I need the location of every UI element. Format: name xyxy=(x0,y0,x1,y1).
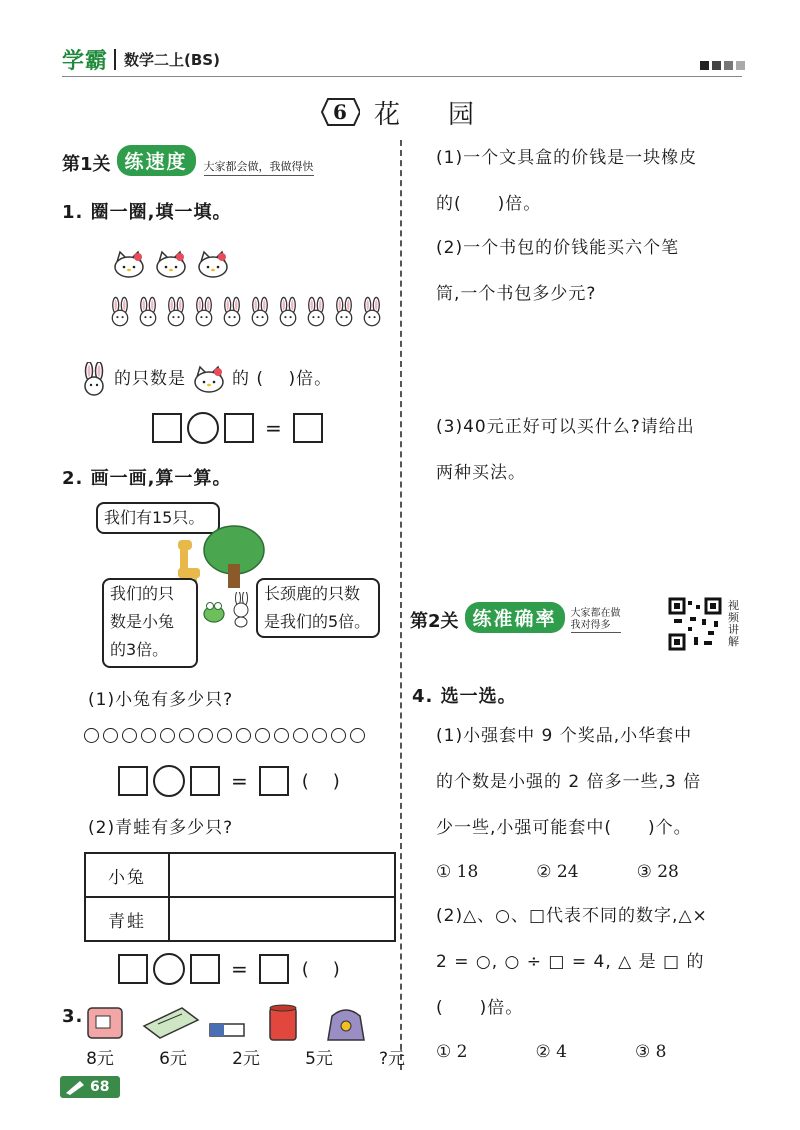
answer-box[interactable] xyxy=(152,413,182,443)
q3-sub3-line: 两种买法。 xyxy=(436,463,526,483)
q4-sub1-line: 的个数是小强的 2 倍多一些,3 倍 xyxy=(436,772,702,792)
drawing-circle[interactable] xyxy=(274,728,289,743)
book-title: 数学二上(BS) xyxy=(114,49,220,70)
kitty-row xyxy=(112,250,230,282)
equals-sign: = xyxy=(231,769,248,793)
qr-label-char: 讲 xyxy=(728,623,739,636)
drawing-circle[interactable] xyxy=(350,728,365,743)
header-brand xyxy=(62,44,220,74)
q1-sentence-b: 的 ( )倍。 xyxy=(232,369,333,389)
pencil-icon xyxy=(64,1079,86,1095)
drawing-circle[interactable] xyxy=(103,728,118,743)
q4-sub1-line: (1)小强套中 9 个奖品,小华套中 xyxy=(436,726,693,746)
q2-sub1: (1)小兔有多少只? xyxy=(88,690,234,710)
operator-circle[interactable] xyxy=(187,412,219,444)
bubble-frogs-line: 数是小兔 xyxy=(110,612,175,631)
page-number: 68 xyxy=(90,1079,110,1095)
kitty-icon xyxy=(196,250,230,282)
level2-pill: 练准确率 xyxy=(465,602,565,633)
q2-equation-1 xyxy=(118,765,364,797)
lesson-number: 6 xyxy=(333,100,347,124)
header-square xyxy=(724,61,733,70)
option-choice[interactable]: ② 24 xyxy=(536,862,579,882)
answer-box[interactable] xyxy=(259,766,289,796)
bunny-icon xyxy=(80,362,108,396)
answer-box[interactable] xyxy=(118,766,148,796)
pencil-sharpener-icon xyxy=(88,1008,122,1038)
header-square xyxy=(736,61,745,70)
drawing-circle[interactable] xyxy=(217,728,232,743)
lesson-title: 花园 xyxy=(374,99,523,130)
level1-tag: 第1关 xyxy=(62,154,111,175)
price-pencil-box: 6元 xyxy=(159,1049,187,1069)
bunny-icon xyxy=(332,295,356,333)
bunny-row xyxy=(108,295,384,333)
answer-box[interactable] xyxy=(190,766,220,796)
level1-banner xyxy=(62,145,314,176)
q4-sub1-line: 少一些,小强可能套中( )个。 xyxy=(436,818,692,838)
bubble-rabbits-line: 长颈鹿的只数 xyxy=(264,584,361,603)
bunny-icon xyxy=(220,295,244,333)
drawing-circle[interactable] xyxy=(331,728,346,743)
header-rule xyxy=(62,76,742,77)
q3-sub3-line: (3)40元正好可以买什么?请给出 xyxy=(436,417,695,437)
q3-sub1-line: (1)一个文具盒的价钱是一块橡皮 xyxy=(436,148,698,168)
table-row xyxy=(85,853,395,897)
price-row xyxy=(70,1044,422,1069)
column-divider xyxy=(400,140,402,1070)
operator-circle[interactable] xyxy=(153,765,185,797)
lesson-title-bar xyxy=(320,92,522,132)
option-choice[interactable]: ③ 28 xyxy=(636,862,679,882)
q4-sub2-line: 2 = ○, ○ ÷ □ = 4, △ 是 □ 的 xyxy=(436,952,705,972)
bubble-frogs-line: 的3倍。 xyxy=(110,640,169,659)
bunny-icon xyxy=(136,295,160,333)
q2-title: 2. 画一画,算一算。 xyxy=(62,468,232,489)
q3-sub2-line: 筒,一个书包多少元? xyxy=(436,284,597,304)
unit-blank[interactable]: () xyxy=(301,958,364,980)
kitty-icon xyxy=(192,365,226,393)
drawing-cell[interactable] xyxy=(169,853,395,897)
q3-number: 3. xyxy=(62,1006,84,1027)
q4-sub2-line: (2)△、○、□代表不同的数字,△× xyxy=(436,906,708,926)
page-number-badge xyxy=(60,1076,120,1098)
drawing-table xyxy=(84,852,396,942)
level2-tag: 第2关 xyxy=(410,611,459,632)
q2-sub2: (2)青蛙有多少只? xyxy=(88,818,234,838)
q1-title: 1. 圈一圈,填一填。 xyxy=(62,202,232,223)
level2-banner xyxy=(410,602,621,633)
q3-sub2-line: (2)一个书包的价钱能买六个笔 xyxy=(436,238,680,258)
unit-blank[interactable]: () xyxy=(301,770,364,792)
level1-note: 大家都会做，我做得快 xyxy=(204,158,314,176)
header-squares xyxy=(700,61,745,70)
bubble-frogs xyxy=(102,578,198,668)
q3-sub1 xyxy=(436,146,697,216)
drawing-circle[interactable] xyxy=(160,728,175,743)
header-square xyxy=(700,61,709,70)
drawing-circle[interactable] xyxy=(255,728,270,743)
equals-sign: = xyxy=(265,416,282,440)
drawing-circle[interactable] xyxy=(122,728,137,743)
level1-pill: 练速度 xyxy=(117,145,196,176)
answer-box[interactable] xyxy=(224,413,254,443)
option-choice[interactable]: ① 2 xyxy=(436,1042,468,1062)
schoolbag-icon xyxy=(328,1010,364,1040)
option-choice[interactable]: ③ 8 xyxy=(634,1042,667,1062)
kitty-icon xyxy=(154,250,188,282)
bubble-rabbits-line: 是我们的5倍。 xyxy=(264,612,371,631)
pencil-box-icon xyxy=(144,1008,198,1038)
drawing-cell[interactable] xyxy=(169,897,395,941)
answer-box[interactable] xyxy=(118,954,148,984)
pen-holder-icon xyxy=(270,1005,296,1040)
brand-name: 学霸 xyxy=(62,48,109,74)
bunny-icon xyxy=(192,295,216,333)
q4-title: 4. 选一选。 xyxy=(412,686,517,707)
bunny-icon xyxy=(304,295,328,333)
drawing-circle[interactable] xyxy=(84,728,99,743)
q1-sentence-a: 的只数是 xyxy=(114,369,186,389)
answer-box[interactable] xyxy=(259,954,289,984)
table-label-rabbit: 小兔 xyxy=(85,853,169,897)
bubble-giraffes: 我们有15只。 xyxy=(96,502,220,534)
q4-sub2 xyxy=(436,904,708,1020)
qr-label-char: 频 xyxy=(728,611,739,624)
equals-sign: = xyxy=(231,957,248,981)
option-choice[interactable]: ② 4 xyxy=(535,1042,567,1062)
q2-equation-2 xyxy=(118,953,364,985)
q1-equation xyxy=(152,412,323,444)
q4-sub1-options xyxy=(436,862,679,882)
option-choice[interactable]: ① 18 xyxy=(436,862,479,882)
eraser-icon xyxy=(210,1024,244,1036)
q3-sub2 xyxy=(436,236,679,306)
bunny-icon xyxy=(248,295,272,333)
price-pencil-sharpener: 8元 xyxy=(86,1049,114,1069)
qr-code-icon[interactable] xyxy=(668,597,722,651)
qr-label-char: 视 xyxy=(728,599,739,612)
table-label-frog: 青蛙 xyxy=(85,897,169,941)
table-row xyxy=(85,897,395,941)
price-pen-holder: 5元 xyxy=(305,1049,333,1069)
q3-sub3 xyxy=(436,415,695,485)
bunny-icon xyxy=(360,295,384,333)
level2-note-line: 大家都在做 xyxy=(570,608,621,619)
level2-note xyxy=(571,608,621,633)
level2-note-line: 我对得多 xyxy=(570,620,611,631)
q4-sub1 xyxy=(436,724,701,840)
price-schoolbag: ?元 xyxy=(378,1049,406,1069)
drawing-circle[interactable] xyxy=(198,728,213,743)
q1-sentence xyxy=(80,362,332,396)
bunny-icon xyxy=(108,295,132,333)
stationery-illustrations xyxy=(80,1002,380,1044)
drawing-circle[interactable] xyxy=(141,728,156,743)
kitty-icon xyxy=(112,250,146,282)
drawing-circle[interactable] xyxy=(236,728,251,743)
q3-sub1-line: 的( )倍。 xyxy=(436,194,542,214)
bunny-icon xyxy=(164,295,188,333)
frog-and-rabbit-illustration xyxy=(200,592,256,628)
bubble-frogs-line: 我们的只 xyxy=(110,584,175,603)
bubble-rabbits xyxy=(256,578,380,638)
operator-circle[interactable] xyxy=(153,953,185,985)
bunny-icon xyxy=(276,295,300,333)
answer-box[interactable] xyxy=(190,954,220,984)
qr-label xyxy=(728,600,739,648)
q4-sub2-line: ( )倍。 xyxy=(436,998,524,1018)
circle-row xyxy=(84,728,365,743)
price-eraser: 2元 xyxy=(232,1049,260,1069)
drawing-circle[interactable] xyxy=(293,728,308,743)
header-square xyxy=(712,61,721,70)
answer-box[interactable] xyxy=(293,413,323,443)
lesson-number-badge xyxy=(320,97,360,127)
q4-sub2-options xyxy=(436,1042,666,1062)
drawing-circle[interactable] xyxy=(179,728,194,743)
drawing-circle[interactable] xyxy=(312,728,327,743)
qr-label-char: 解 xyxy=(728,635,739,648)
